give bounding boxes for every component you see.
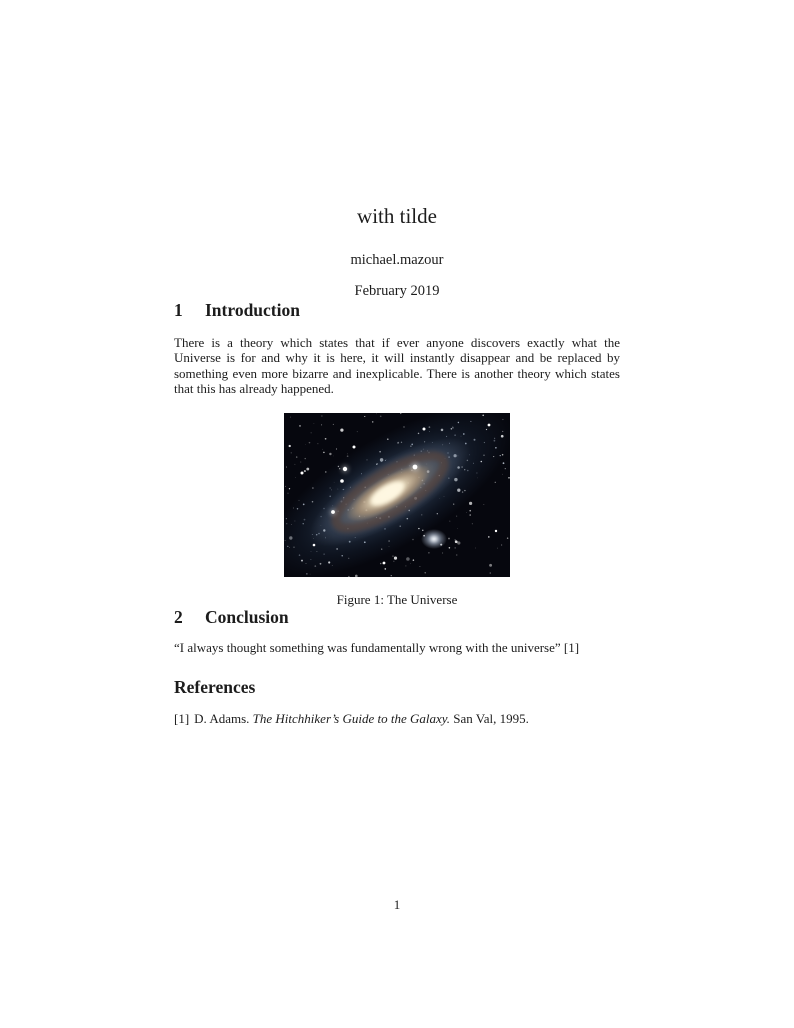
page-number: 1 <box>393 897 401 912</box>
reference-label: [1] <box>174 711 190 727</box>
intro-paragraph: There is a theory which states that if ever anyone discovers exactly what the Universe is for and why it is here, it will instantly disappear and be replaced by something even more bizarre and inexplicable. There is another theory which states that this has already happened. <box>174 335 620 397</box>
section-1-number: 1 <box>174 300 183 320</box>
section-2-heading <box>174 607 620 628</box>
figure-caption-label: Figure 1: <box>336 591 384 607</box>
section-1-heading <box>174 300 620 321</box>
section-2-number: 2 <box>174 606 183 627</box>
figure-caption <box>284 592 510 607</box>
reference-authors: D. Adams. <box>194 711 250 727</box>
doc-date: February 2019 <box>354 283 440 299</box>
doc-title: with tilde <box>357 204 437 228</box>
references-heading: References <box>174 677 256 698</box>
figure-caption-text: The Universe <box>386 591 458 607</box>
figure-1 <box>284 413 510 607</box>
reference-entry <box>174 711 620 726</box>
doc-author: michael.mazour <box>350 252 444 268</box>
universe-image <box>284 413 510 577</box>
section-1-title: Introduction <box>205 300 300 320</box>
conclusion-quote: “I always thought something was fundamentally wrong with the universe” [1] <box>174 639 580 655</box>
reference-publisher: San Val, 1995. <box>453 711 529 727</box>
reference-title: The Hitchhiker’s Guide to the Galaxy. <box>252 711 451 727</box>
section-2-title: Conclusion <box>205 606 289 627</box>
